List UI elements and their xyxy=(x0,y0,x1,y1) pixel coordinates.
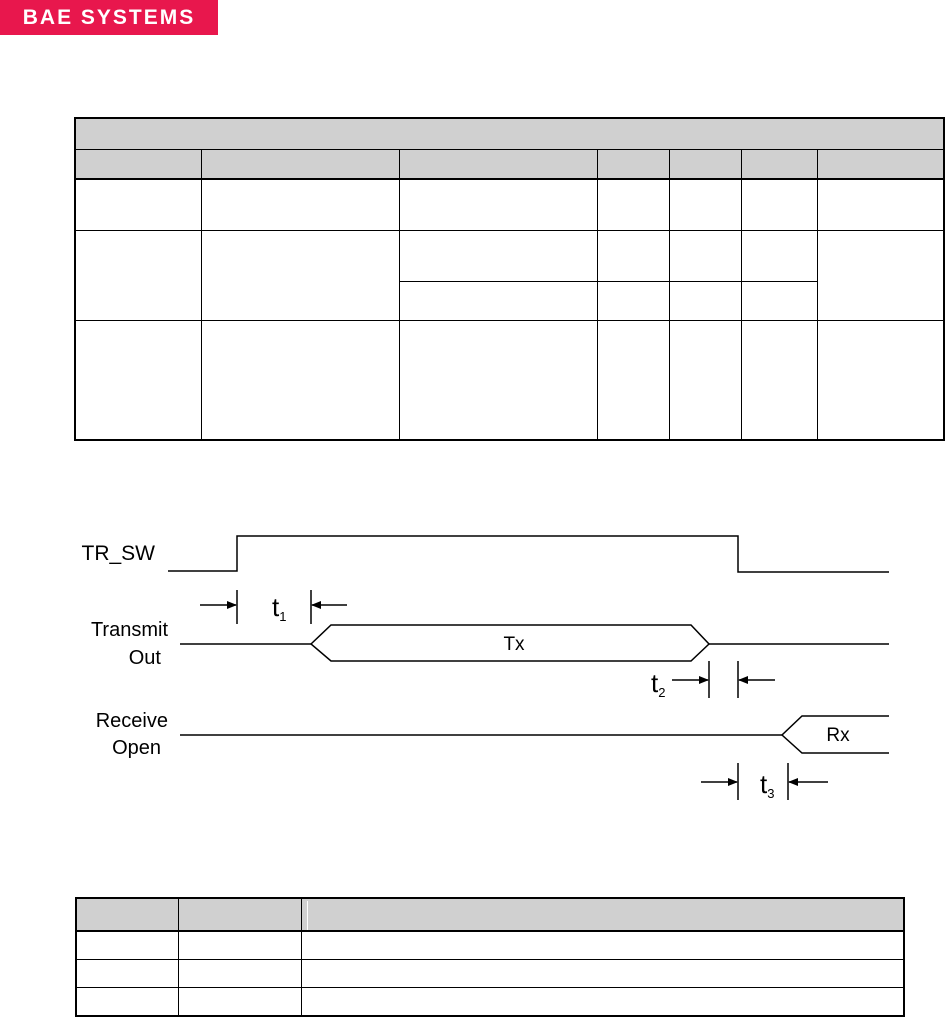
signal-label-open: Open xyxy=(112,737,161,759)
interval-label-t3: t3 xyxy=(760,769,775,801)
tx-label: Tx xyxy=(503,634,525,655)
signal-label-receive: Receive xyxy=(95,710,168,732)
timing-parameters-table xyxy=(75,897,905,1017)
signal-label-transmit: Transmit xyxy=(90,619,168,641)
interval-label-t1: t1 xyxy=(272,592,287,624)
rx-label: Rx xyxy=(826,725,850,746)
timing-table-header-row xyxy=(77,899,903,932)
table-row xyxy=(77,987,903,988)
table-row xyxy=(77,959,903,960)
interval-label-t2: t2 xyxy=(651,668,666,700)
signal-label-out: Out xyxy=(128,647,161,669)
signal-label-tr-sw: TR_SW xyxy=(81,542,155,565)
tr-sw-waveform xyxy=(168,536,889,572)
bae-systems-logo: BAE SYSTEMS xyxy=(0,0,218,35)
